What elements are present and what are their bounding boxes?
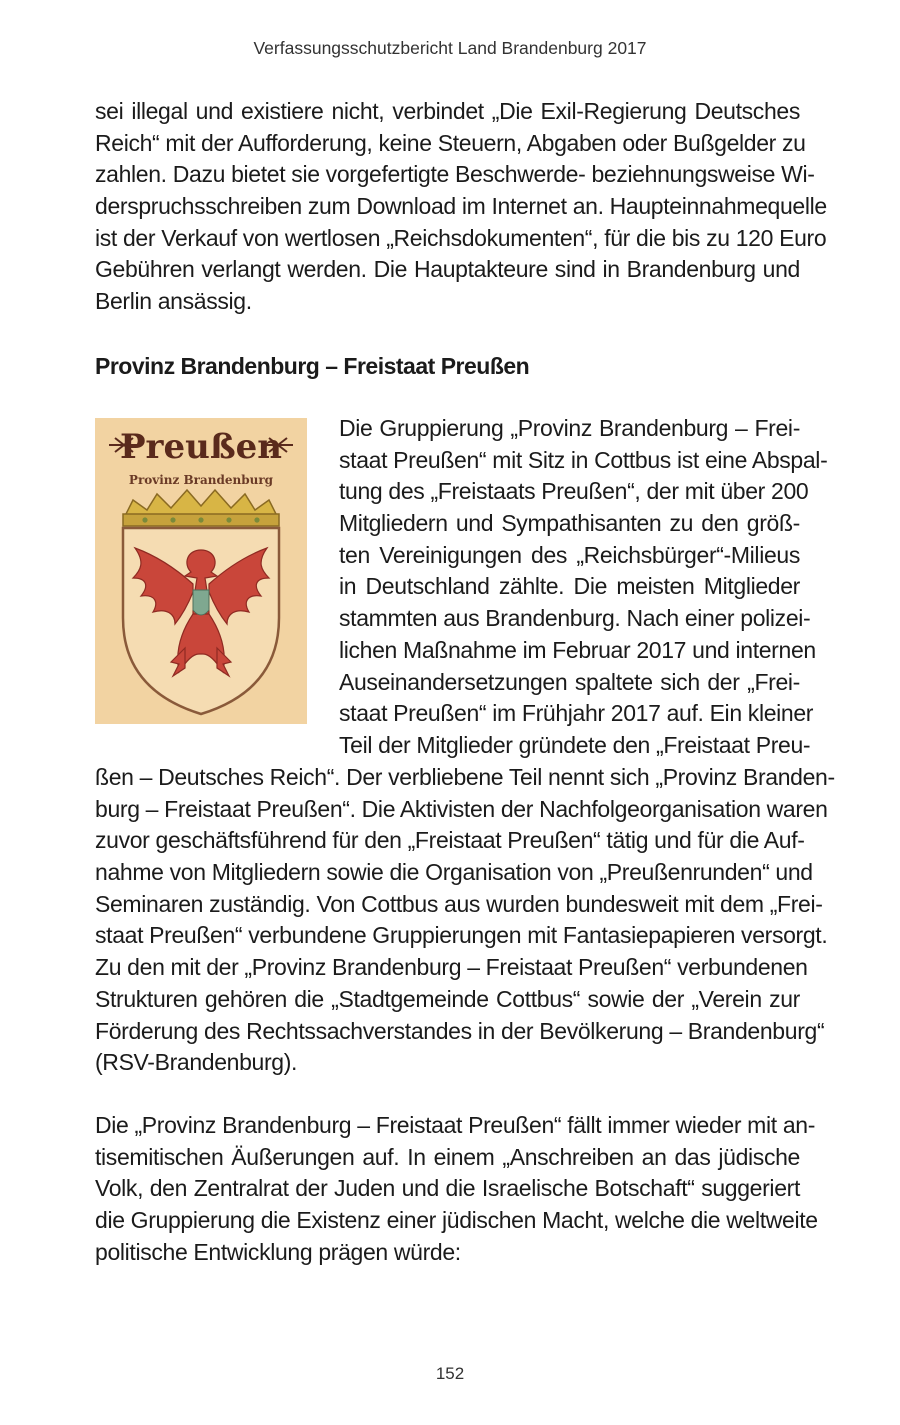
text-line: die Gruppierung die Existenz einer jüdischen Macht, welche die weltweite bbox=[95, 1207, 818, 1234]
banner-subtitle: Provinz Brandenburg bbox=[128, 473, 274, 487]
banner-title: Preußen bbox=[119, 427, 283, 467]
text-line: Mitgliedern und Sympathisanten zu den größ- bbox=[339, 510, 800, 537]
text-line: zuvor geschäftsführend für den „Freistaat Preußen“ tätig und für die Auf- bbox=[95, 827, 805, 854]
text-line: Zu den mit der „Provinz Brandenburg – Freistaat Preußen“ verbundenen bbox=[95, 954, 808, 981]
text-line: Teil der Mitglieder gründete den „Freistaat Preu- bbox=[339, 731, 811, 758]
text-line: Die Gruppierung „Provinz Brandenburg – Frei- bbox=[339, 415, 800, 441]
text-line: (RSV-Brandenburg). bbox=[95, 1049, 298, 1076]
text-line: derspruchsschreiben zum Download im Internet an. Haupteinnahmequelle bbox=[95, 193, 827, 220]
text-line: Strukturen gehören die „Stadtgemeinde Cottbus“ sowie der „Verein zur bbox=[95, 985, 800, 1012]
text-line: Die „Provinz Brandenburg – Freistaat Preußen“ fällt immer wieder mit an- bbox=[95, 1112, 816, 1138]
text-line: zahlen. Dazu bietet sie vorgefertigte Beschwerde- beziehnungsweise Wi- bbox=[95, 161, 815, 188]
text-line: nahme von Mitgliedern sowie die Organisation von „Preußenrunden“ und bbox=[95, 859, 813, 886]
text-line: Reich“ mit der Aufforderung, keine Steuern, Abgaben oder Bußgelder zu bbox=[95, 129, 806, 156]
text-line: ist der Verkauf von wertlosen „Reichsdokumenten“, für die bis zu 120 Euro bbox=[95, 224, 827, 251]
text-line: tung des „Freistaats Preußen“, der mit über 200 bbox=[339, 478, 809, 505]
text-line: staat Preußen“ verbundene Gruppierungen mit Fantasiepapieren versorgt. bbox=[95, 922, 828, 949]
text-line: in Deutschland zählte. Die meisten Mitglieder bbox=[339, 573, 800, 600]
section-heading: Provinz Brandenburg – Freistaat Preußen bbox=[95, 353, 530, 379]
text-line: stammten aus Brandenburg. Nach einer polizei- bbox=[339, 605, 811, 632]
paragraph-intro bbox=[95, 96, 827, 318]
text-line: Gebühren verlangt werden. Die Hauptakteure sind in Brandenburg und bbox=[95, 256, 800, 283]
text-line: Volk, den Zentralrat der Juden und die Israelische Botschaft“ suggeriert bbox=[95, 1175, 800, 1202]
page-number: 152 bbox=[435, 1364, 465, 1383]
text-line: Auseinandersetzungen spaltete sich der „Frei- bbox=[339, 668, 800, 695]
breast-shield bbox=[193, 590, 209, 615]
text-line: politische Entwicklung prägen würde: bbox=[95, 1238, 461, 1265]
text-line: tisemitischen Äußerungen auf. In einem „Anschreiben an das jüdische bbox=[95, 1143, 800, 1170]
coat-of-arms-image bbox=[95, 418, 307, 724]
text-line: burg – Freistaat Preußen“. Die Aktivisten der Nachfolgeorganisation waren bbox=[95, 795, 828, 822]
running-header: Verfassungsschutzbericht Land Brandenburg 2017 bbox=[253, 38, 647, 58]
paragraph-full-width bbox=[95, 762, 835, 1079]
text-line: Seminaren zuständig. Von Cottbus aus wurden bundesweit mit dem „Frei- bbox=[95, 890, 823, 917]
text-line: ten Vereinigungen des „Reichsbürger“-Milieus bbox=[339, 541, 800, 568]
text-line: staat Preußen“ im Frühjahr 2017 auf. Ein kleiner bbox=[339, 700, 814, 727]
text-line: ßen – Deutsches Reich“. Der verbliebene Teil nennt sich „Provinz Branden- bbox=[95, 764, 835, 790]
coat-of-arms-illustration bbox=[95, 418, 307, 724]
text-line: Förderung des Rechtssachverstandes in der Bevölkerung – Brandenburg“ bbox=[95, 1017, 825, 1044]
text-line: Berlin ansässig. bbox=[95, 288, 252, 315]
text-line: lichen Maßnahme im Februar 2017 und internen bbox=[339, 636, 816, 663]
text-line: sei illegal und existiere nicht, verbindet „Die Exil-Regierung Deutsches bbox=[95, 98, 800, 124]
paragraph-closing bbox=[95, 1110, 818, 1268]
text-line: staat Preußen“ mit Sitz in Cottbus ist eine Abspal- bbox=[339, 446, 828, 473]
paragraph-beside-image bbox=[339, 413, 828, 762]
